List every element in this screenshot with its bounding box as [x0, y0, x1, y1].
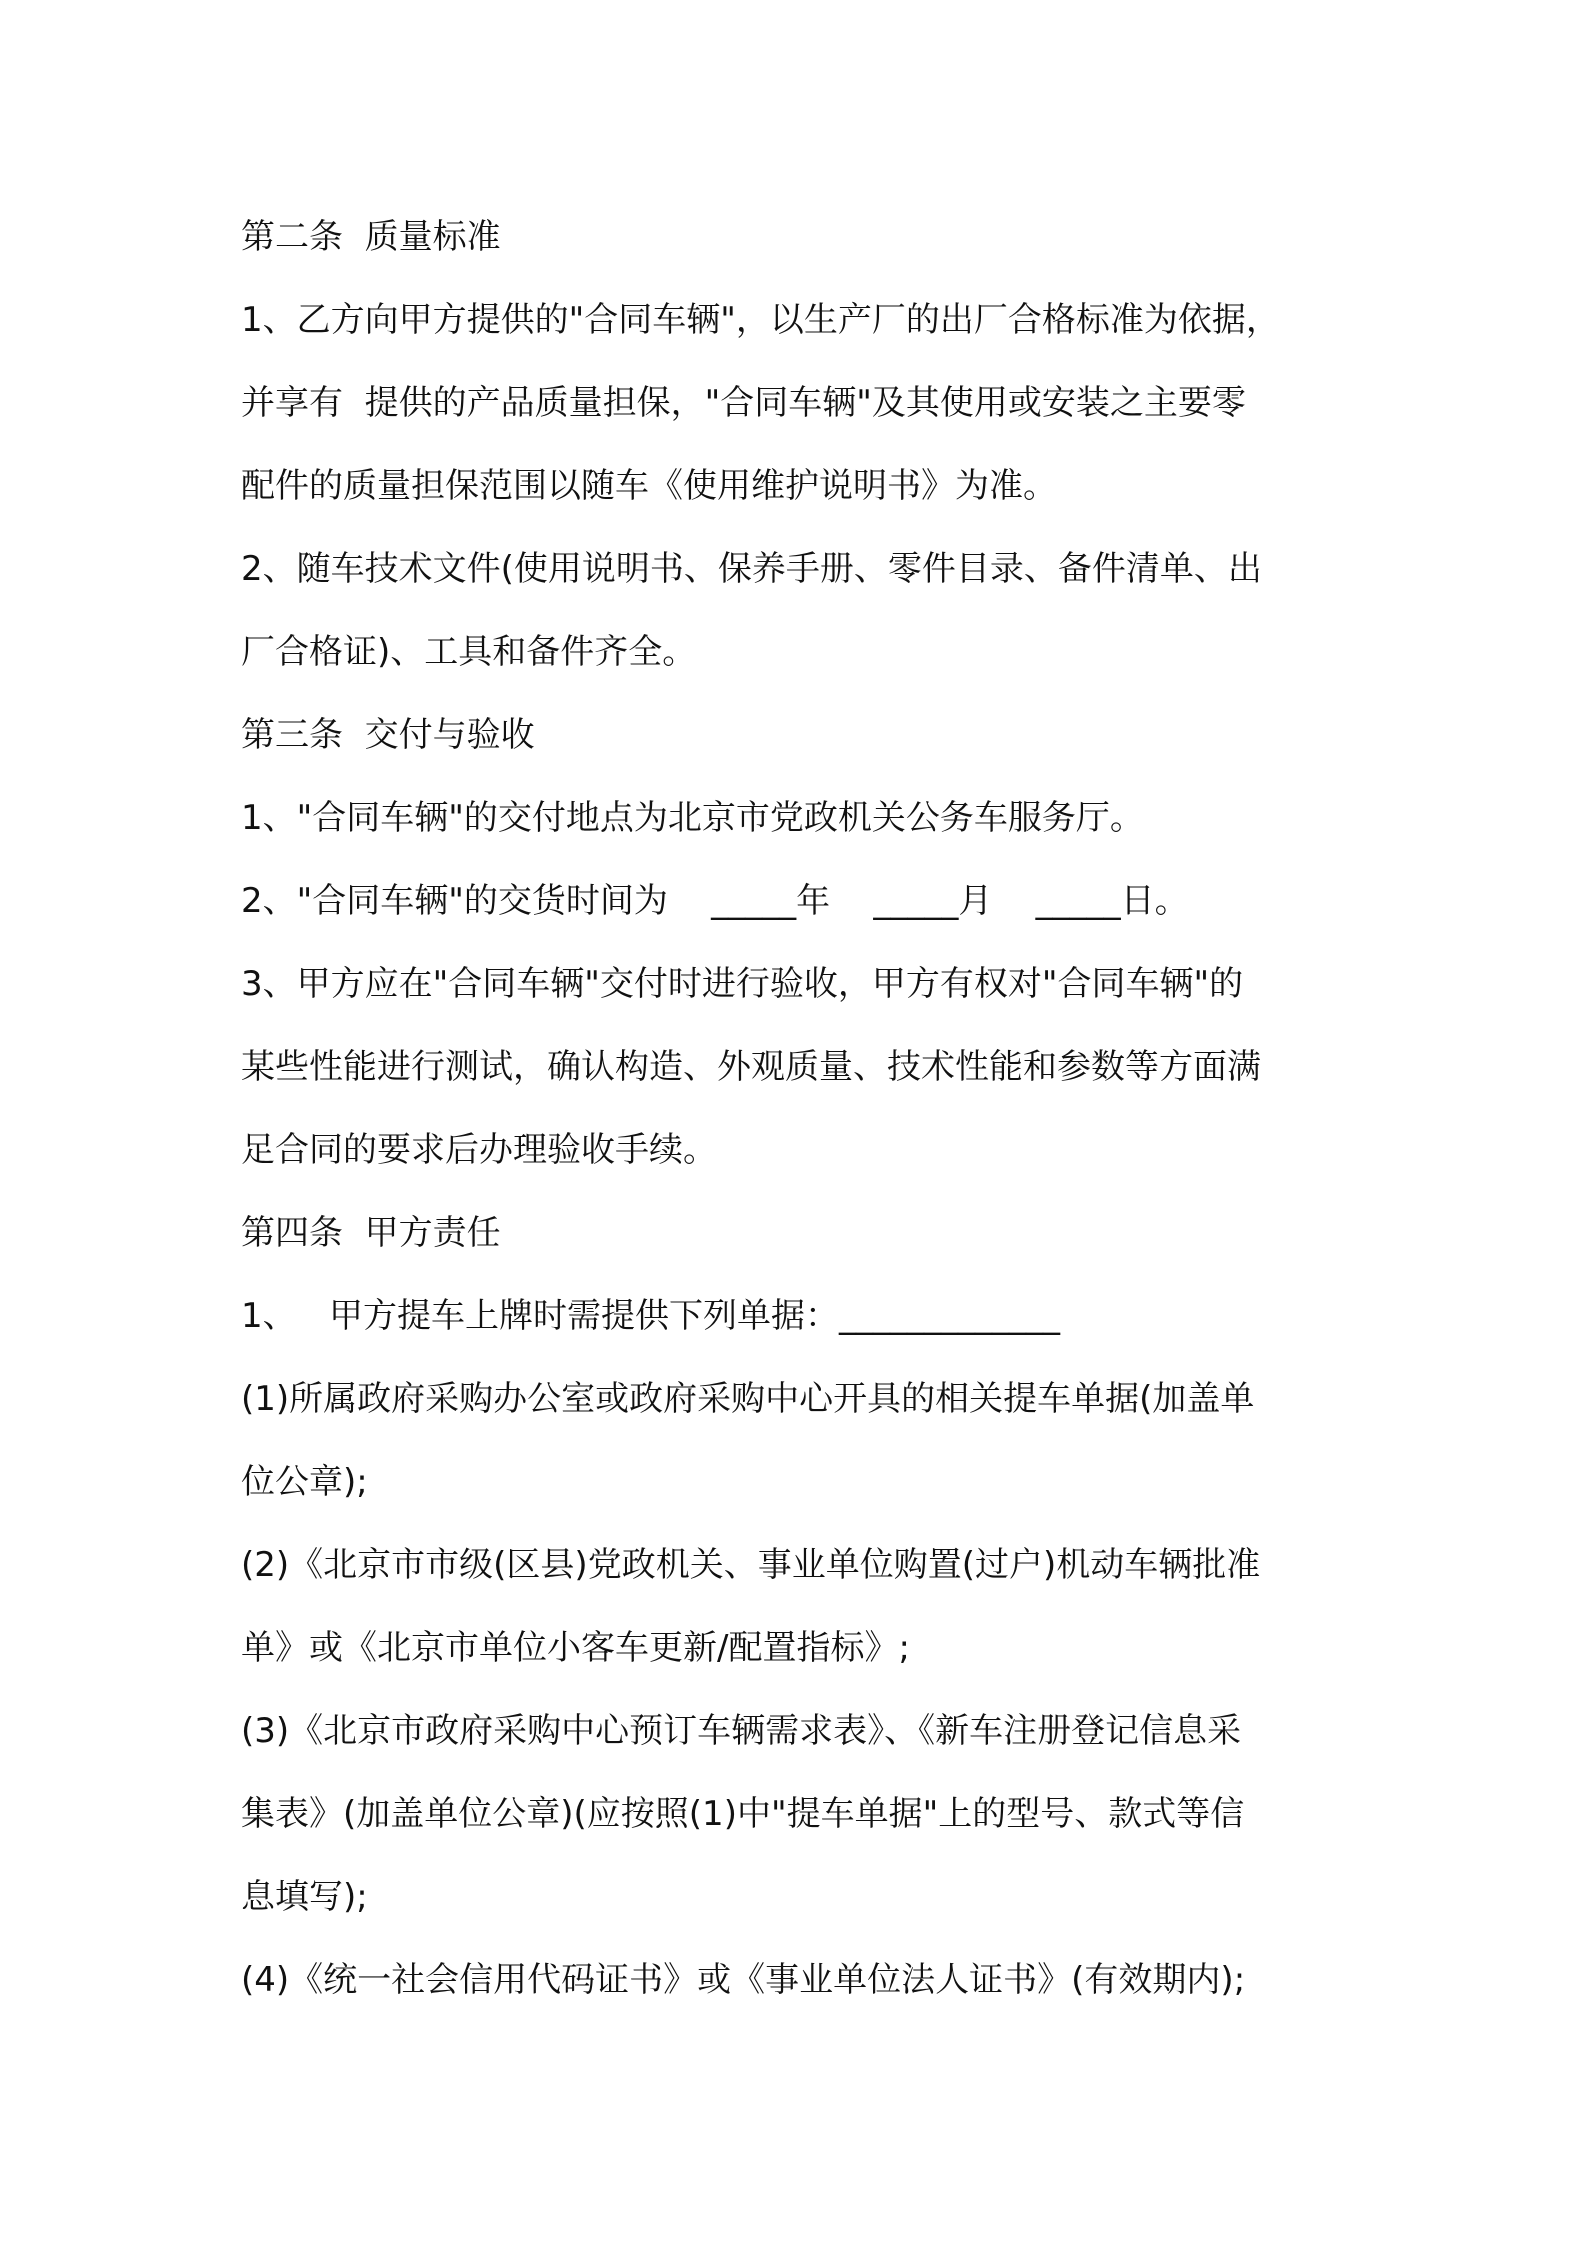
article-3-item-1: 1、"合同车辆"的交付地点为北京市党政机关公务车服务厅。 — [241, 798, 1144, 838]
article-3-item-2: 2、"合同车辆"的交货时间为 _____年 _____月 _____日。 — [241, 881, 1189, 921]
article-2-item-1-line-3: 配件的质量担保范围以随车《使用维护说明书》为准。 — [241, 466, 1057, 506]
article-3-item-3-line-2: 某些性能进行测试，确认构造、外观质量、技术性能和参数等方面满 — [241, 1047, 1261, 1087]
article-2-item-1-line-2: 并享有 提供的产品质量担保，"合同车辆"及其使用或安装之主要零 — [241, 383, 1246, 423]
article-3-item-3-line-3: 足合同的要求后办理验收手续。 — [241, 1130, 717, 1170]
article-3-item-3-line-1: 3、甲方应在"合同车辆"交付时进行验收，甲方有权对"合同车辆"的 — [241, 964, 1244, 1004]
article-4-sub-1-line-2: 位公章); — [241, 1462, 368, 1502]
article-4-sub-3-line-3: 息填写); — [241, 1877, 368, 1917]
article-3-heading: 第三条 交付与验收 — [241, 715, 535, 755]
article-2-item-2-line-1: 2、随车技术文件(使用说明书、保养手册、零件目录、备件清单、出 — [241, 549, 1262, 589]
article-4-sub-3-line-2: 集表》(加盖单位公章)(应按照(1)中"提车单据"上的型号、款式等信 — [241, 1794, 1245, 1834]
article-4-sub-2-line-1: (2)《北京市市级(区县)党政机关、事业单位购置(过户)机动车辆批准 — [241, 1545, 1261, 1585]
article-2-item-2-line-2: 厂合格证)、工具和备件齐全。 — [241, 632, 697, 672]
document-body — [241, 196, 1361, 2022]
article-4-item-1: 1、 甲方提车上牌时需提供下列单据：_____________ — [241, 1296, 1061, 1336]
article-4-sub-3-line-1: (3)《北京市政府采购中心预订车辆需求表》、《新车注册登记信息采 — [241, 1711, 1242, 1751]
article-2-heading: 第二条 质量标准 — [241, 217, 501, 257]
article-4-sub-2-line-2: 单》或《北京市单位小客车更新/配置指标》; — [241, 1628, 910, 1668]
article-4-heading: 第四条 甲方责任 — [241, 1213, 501, 1253]
article-4-sub-1-line-1: (1)所属政府采购办公室或政府采购中心开具的相关提车单据(加盖单 — [241, 1379, 1255, 1419]
article-4-sub-4: (4)《统一社会信用代码证书》或《事业单位法人证书》(有效期内); — [241, 1960, 1246, 2000]
article-2-item-1-line-1: 1、乙方向甲方提供的"合同车辆"，以生产厂的出厂合格标准为依据， — [241, 300, 1280, 340]
